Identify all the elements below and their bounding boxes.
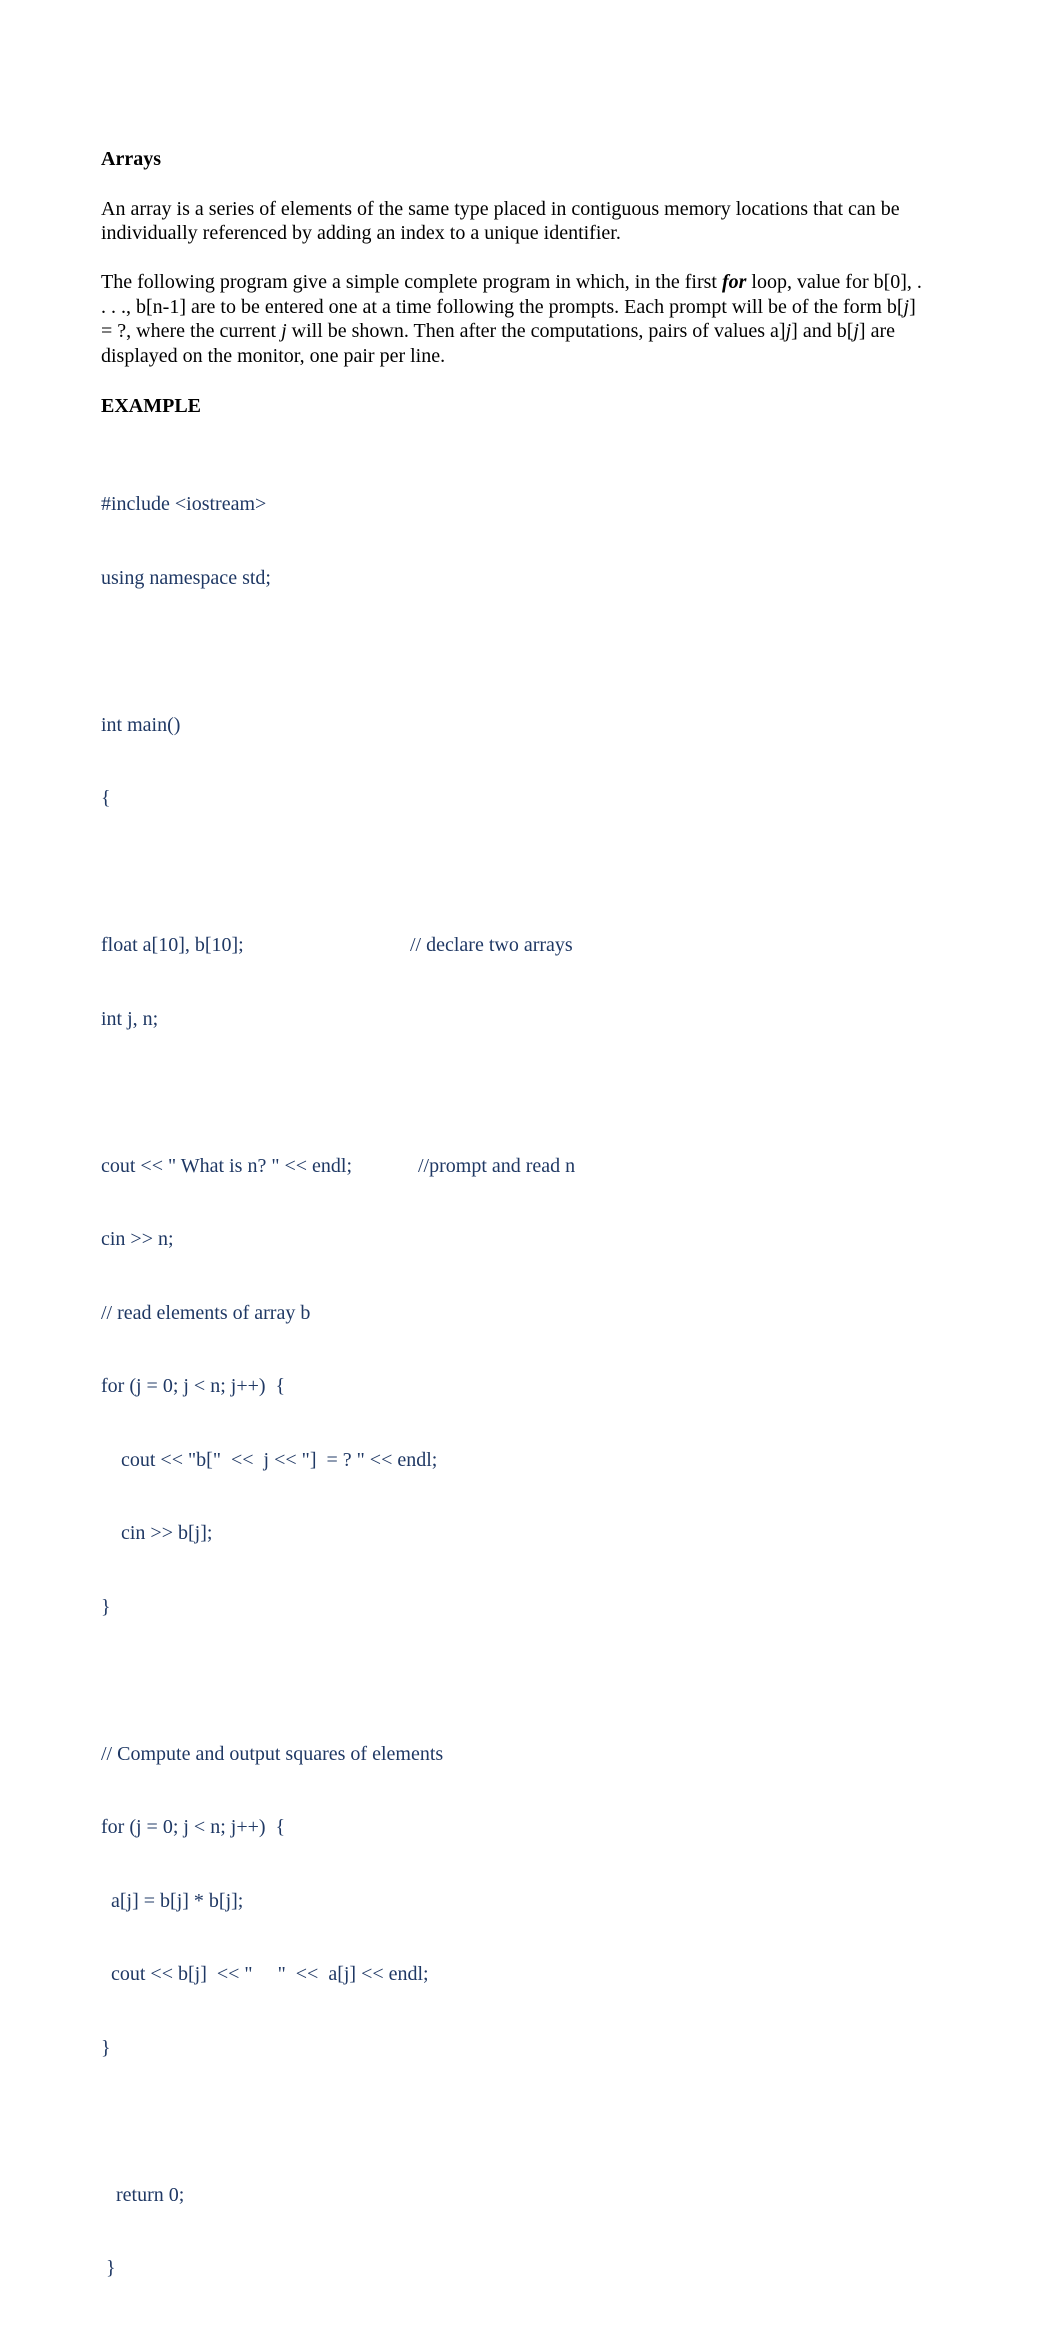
para-text: ] = ?, where the current [101,295,916,342]
para-text: loop, value for b[0], . . . ., b[n-1] are to be entered one at a time following the prompts. Each prompt will be of the form b[ [101,271,922,318]
description-paragraph [101,270,931,368]
code-line: // read elements of array b [101,1301,311,1324]
code-line: using namespace std; [101,566,271,589]
document-page [101,146,931,2330]
code-line: cin >> b[j]; [101,1522,213,1544]
code-comment: //prompt and read n [418,1154,576,1177]
example-heading: EXAMPLE [101,394,201,417]
code-line: for (j = 0; j < n; j++) { [101,1375,286,1397]
code-line: } [101,2257,116,2279]
code-line: // Compute and output squares of elements [101,1742,444,1765]
para-text: will be shown. Then after the computations, pairs of values a] [286,320,786,342]
code-line [101,1154,931,1179]
code-line [101,933,931,958]
code-line: int j, n; [101,1007,159,1030]
code-line: } [101,1595,111,1618]
code-line: for (j = 0; j < n; j++) { [101,1816,286,1838]
code-line: } [101,2036,111,2059]
code-line: cin >> n; [101,1228,174,1250]
code-line: { [101,787,111,809]
j-variable: j [281,320,287,342]
code-line: a[j] = b[j] * b[j]; [101,1889,244,1912]
para-text: The following program give a simple complete program in which, in the first [101,271,722,293]
code-statement: float a[10], b[10]; [101,934,244,956]
code-comment: // declare two arrays [410,934,573,956]
for-keyword: for [721,271,747,293]
code-line: #include <iostream> [101,493,267,515]
code-block [101,443,931,2330]
j-variable: j [903,295,910,318]
code-line: int main() [101,713,181,736]
code-line: cout << b[j] << " " << a[j] << endl; [101,1963,429,1985]
code-line: cout << "b[" << j << "] = ? " << endl; [101,1448,438,1471]
code-line: return 0; [101,2183,185,2206]
intro-paragraph: An array is a series of elements of the same type placed in contiguous memory locations that can be individually referenced by adding an index to a unique identifier. [101,197,900,244]
j-variable: j [853,320,859,342]
para-text: ] are displayed on the monitor, one pair per line. [101,320,895,367]
page-title: Arrays [101,148,161,170]
code-statement: cout << " What is n? " << endl; [101,1154,353,1177]
j-variable: j [785,320,792,342]
para-text: ] and b[ [791,320,854,342]
